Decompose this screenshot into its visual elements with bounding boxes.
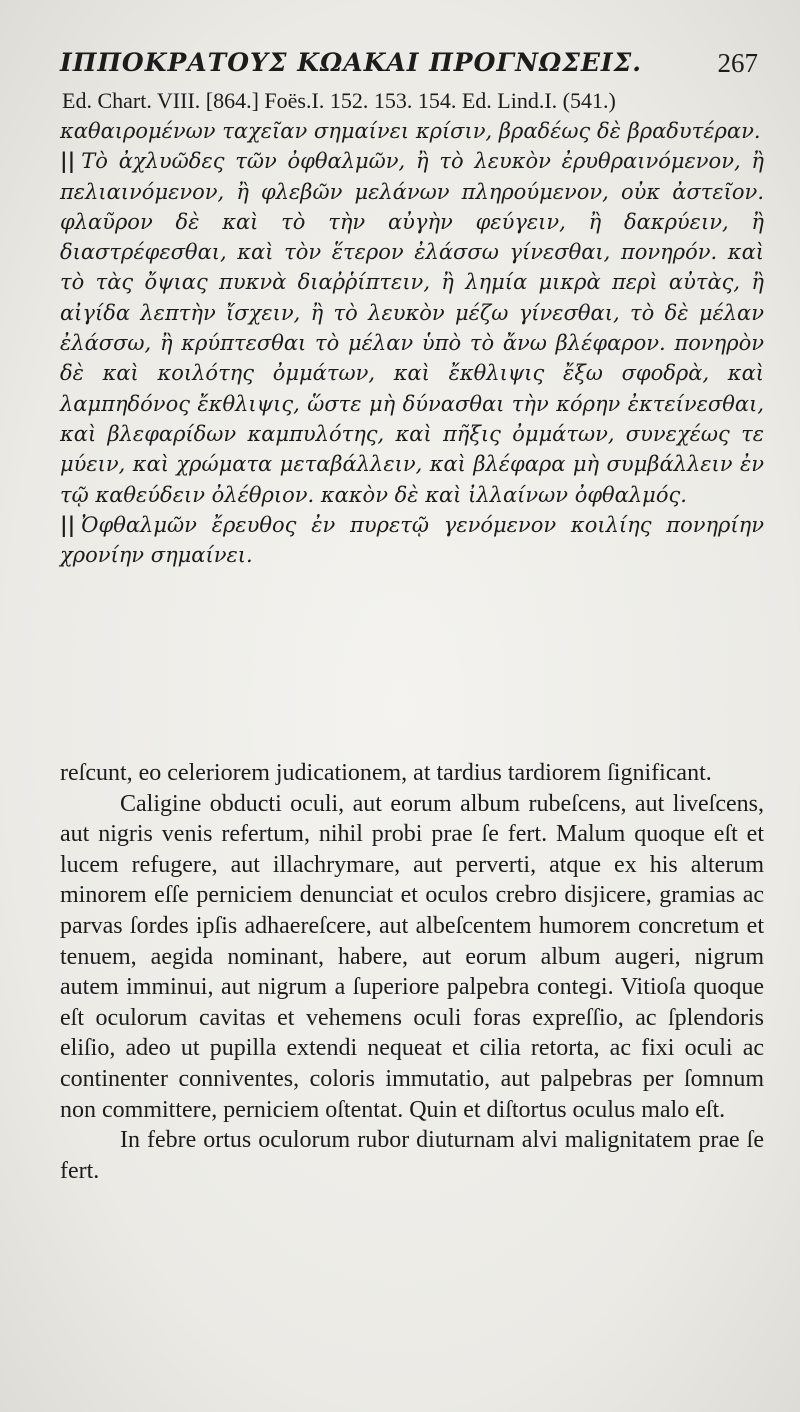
latin-paragraph: reſcunt, eo celeriorem judicationem, at tardius tardiorem ſignificant. [60,760,712,786]
section-mark: || [60,511,76,537]
page-header [60,44,758,84]
edition-reference-line: Ed. Chart. VIII. [864.] Foës.I. 152. 153. 154. Ed. Lind.I. (541.) [62,88,616,113]
greek-paragraph [60,146,764,510]
greek-paragraph [60,510,764,571]
running-title: ΙΠΠΟΚΡΑΤΟΥΣ ΚΩΑΚΑΙ ΠΡΟΓΝΩΣΕΙΣ. [60,48,643,77]
latin-text-block [60,758,764,1186]
greek-text-block [60,116,764,570]
greek-paragraph: καθαιρομένων ταχεῖαν σημαίνει κρίσιν, βραδέως δὲ βραδυτέραν. [60,119,761,143]
latin-paragraph: Caligine obducti oculi, aut eorum album rubeſcens, aut liveſcens, aut nigris venis refertum, nihil probi prae ſe fert. Malum quoque eſt et lucem refugere, aut illachrymare, aut perverti, atque ex his alterum minorem eſſe perniciem denunciat et oculos crebro disjicere, gramias ac parvas ſordes ipſis adhaereſcere, aut albeſcentem humorem concretum et tenuem, aegida nominant, habere, aut eorum album augeri, nigrum autem imminui, aut nigrum a ſuperiore palpebra contegi. Vitioſa quoque eſt oculorum cavitas et vehemens oculi foras expreſſio, ac ſplendoris eliſio, adeo ut pupilla extendi nequeat et cilia retorta, ac fixi oculi ac continenter conniventes, coloris immutatio, aut palpebras per ſomnum non committere, perniciem oſtentat. Quin et diſtortus oculus malo eſt. [60,790,764,1123]
page-number: 267 [717,48,758,78]
latin-paragraph: In febre ortus oculorum rubor diuturnam alvi malignitatem prae ſe fert. [60,1127,764,1184]
greek-paragraph-text: Ὀφθαλμῶν ἔρευθος ἐν πυρετῷ γενόμενον κοιλίης πονηρίην χρονίην σημαίνει. [60,512,764,568]
greek-paragraph-text: Τὸ ἀχλυῶδες τῶν ὀφθαλμῶν, ἢ τὸ λευκὸν ἐρυθραινόμενον, ἢ πελιαινόμενον, ἢ φλεβῶν μελάνων πληρούμενον, οὐκ ἀστεῖον. φλαῦρον δὲ καὶ τὸ τὴν αὐγὴν φεύγειν, ἢ δακρύειν, ἢ διαστρέφεσθαι, καὶ τὸν ἕτερον ἐλάσσω γίνεσθαι, πονηρόν. καὶ τὸ τὰς ὄψιας πυκνὰ διαῤῥίπτειν, ἢ λημία μικρὰ περὶ αὐτὰς, ἢ αἰγίδα λεπτὴν ἴσχειν, ἢ τὸ λευκὸν μέζω γίνεσθαι, τὸ δὲ μέλαν ἐλάσσω, ἢ κρύπτεσθαι τὸ μέλαν ὑπὸ τὸ ἄνω βλέφαρον. πονηρὸν δὲ καὶ κοιλότης ὀμμάτων, καὶ ἔκθλιψις ἔξω σφοδρὰ, καὶ λαμπηδόνος ἔκθλιψις, ὥστε μὴ δύνασθαι τὴν κόρην ἐκτείνεσθαι, καὶ βλεφαρίδων καμπυλότης, καὶ πῆξις ὀμμάτων, συνεχέως τε μύειν, καὶ χρώματα μεταβάλλειν, καὶ βλέφαρα μὴ συμβάλλειν ἐν τῷ καθεύδειν ὀλέθριον. κακὸν δὲ καὶ ἰλλαίνων ὀφθαλμός. [60,149,764,507]
section-mark: || [60,148,76,174]
